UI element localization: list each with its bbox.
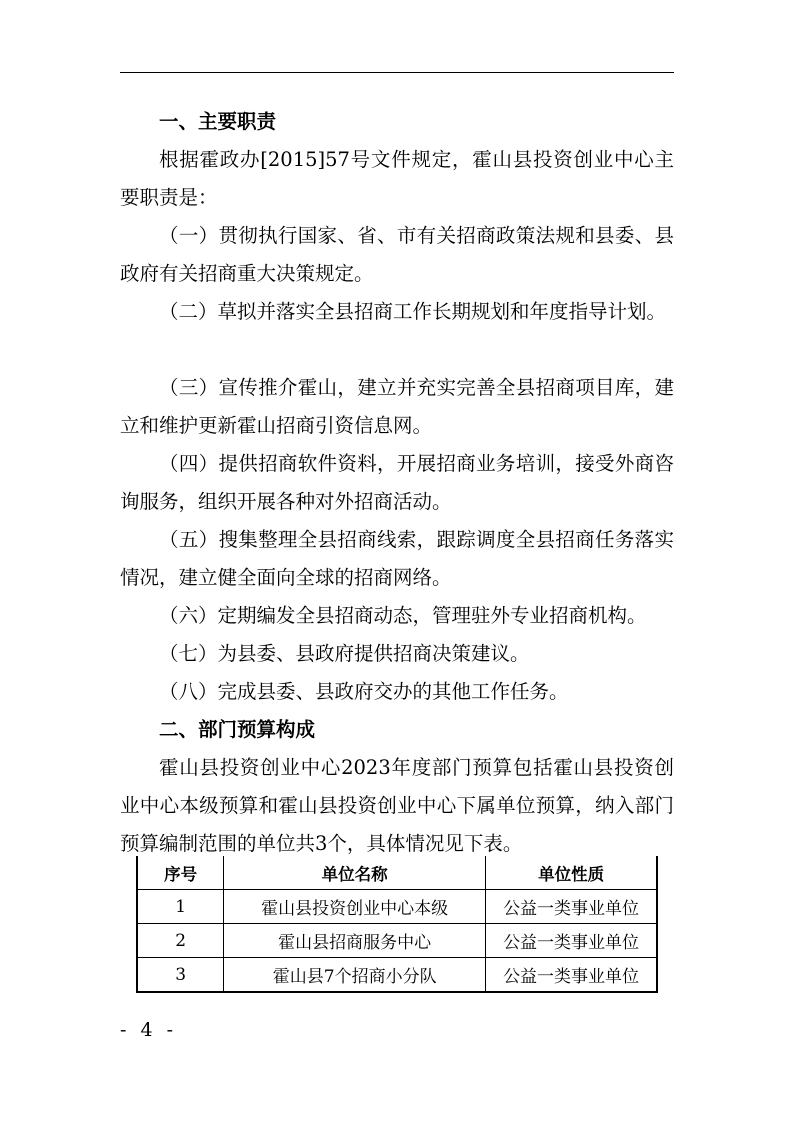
duty-2: （二）草拟并落实全县招商工作长期规划和年度指导计划。 [159,300,667,323]
section-1-heading: 一、主要职责 [159,110,277,133]
header-rule [120,72,674,73]
cell-index: 2 [137,924,224,958]
cell-unit-type: 公益一类事业单位 [486,890,657,924]
units-table [136,856,658,993]
duty-7: （七）为县委、县政府提供招商决策建议。 [159,642,530,665]
section-2-text: 霍山县投资创业中心2023年度部门预算包括霍山县投资创业中心本级预算和霍山县投资创业中心下属单位预算，纳入部门预算编制范围的单位共3个，具体情况见下表。 [120,756,674,855]
section-1-intro: 根据霍政办[2015]57号文件规定，霍山县投资创业中心主要职责是： [120,148,674,209]
section-2-heading: 二、部门预算构成 [159,718,316,741]
page-number: - 4 - [120,1019,178,1041]
duty-4: （四）提供招商软件资料，开展招商业务培训，接受外商咨询服务，组织开展各种对外招商活动。 [120,452,674,513]
header-unit-type: 单位性质 [486,856,657,890]
table-row [137,958,657,993]
header-unit-name: 单位名称 [224,856,486,890]
header-index: 序号 [137,856,224,890]
cell-index: 1 [137,890,224,924]
duty-6: （六）定期编发全县招商动态，管理驻外专业招商机构。 [159,604,647,627]
duty-1: （一）贯彻执行国家、省、市有关招商政策法规和县委、县政府有关招商重大决策规定。 [120,224,674,285]
cell-index: 3 [137,958,224,993]
cell-unit-type: 公益一类事业单位 [486,924,657,958]
table-row [137,890,657,924]
cell-unit-name: 霍山县招商服务中心 [224,924,486,958]
duty-3: （三）宣传推介霍山，建立并充实完善全县招商项目库，建立和维护更新霍山招商引资信息网。 [120,376,674,437]
duty-5: （五）搜集整理全县招商线索，跟踪调度全县招商任务落实情况，建立健全面向全球的招商网络。 [120,528,674,589]
cell-unit-type: 公益一类事业单位 [486,958,657,993]
table-header-row [137,856,657,890]
cell-unit-name: 霍山县投资创业中心本级 [224,890,486,924]
cell-unit-name: 霍山县7个招商小分队 [224,958,486,993]
table-row [137,924,657,958]
duty-8: （八）完成县委、县政府交办的其他工作任务。 [159,680,569,703]
